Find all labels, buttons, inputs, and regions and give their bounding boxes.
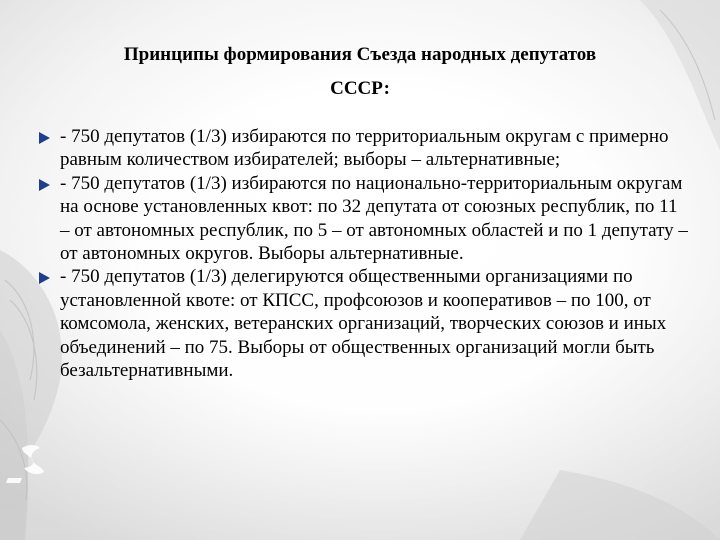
slide-title [40,38,680,106]
bullet-text: - 750 депутатов (1/3) избираются по территориальным округам с примерно равным количеством избирателей; выборы – альтернативные; [60,126,669,171]
triangle-right-icon [39,132,50,144]
slide-title-line: Принципы формирования Съезда народных депутатов [123,44,597,65]
triangle-right-icon [39,179,50,191]
triangle-right-icon [39,272,50,284]
bullet-item [60,172,690,266]
slide-title-line: СССР: [330,78,390,99]
bullet-text: - 750 депутатов (1/3) избираются по национально-территориальным округам на основе установленных квот: по 32 депутата от союзных республик, по 11 – от автономных республик, по 5 – от автономных областей и по 1 депутату – от автономных округов. Выборы альтернативные. [60,172,688,265]
bullet-text: - 750 депутатов (1/3) делегируются общественными организациями по установленной квоте: от КПСС, профсоюзов и кооперативов – по 100, от комсомола, женских, ветеранских организаций, творческих союзов и иных объединений – по 75. Выборы от общественных организаций могли быть безальтернативными. [60,266,667,382]
deco-glyph-shape [6,478,22,483]
bullet-item [60,125,690,172]
bullet-item [60,265,690,382]
bullet-list [60,125,690,382]
deco-wave-shape [520,470,720,540]
